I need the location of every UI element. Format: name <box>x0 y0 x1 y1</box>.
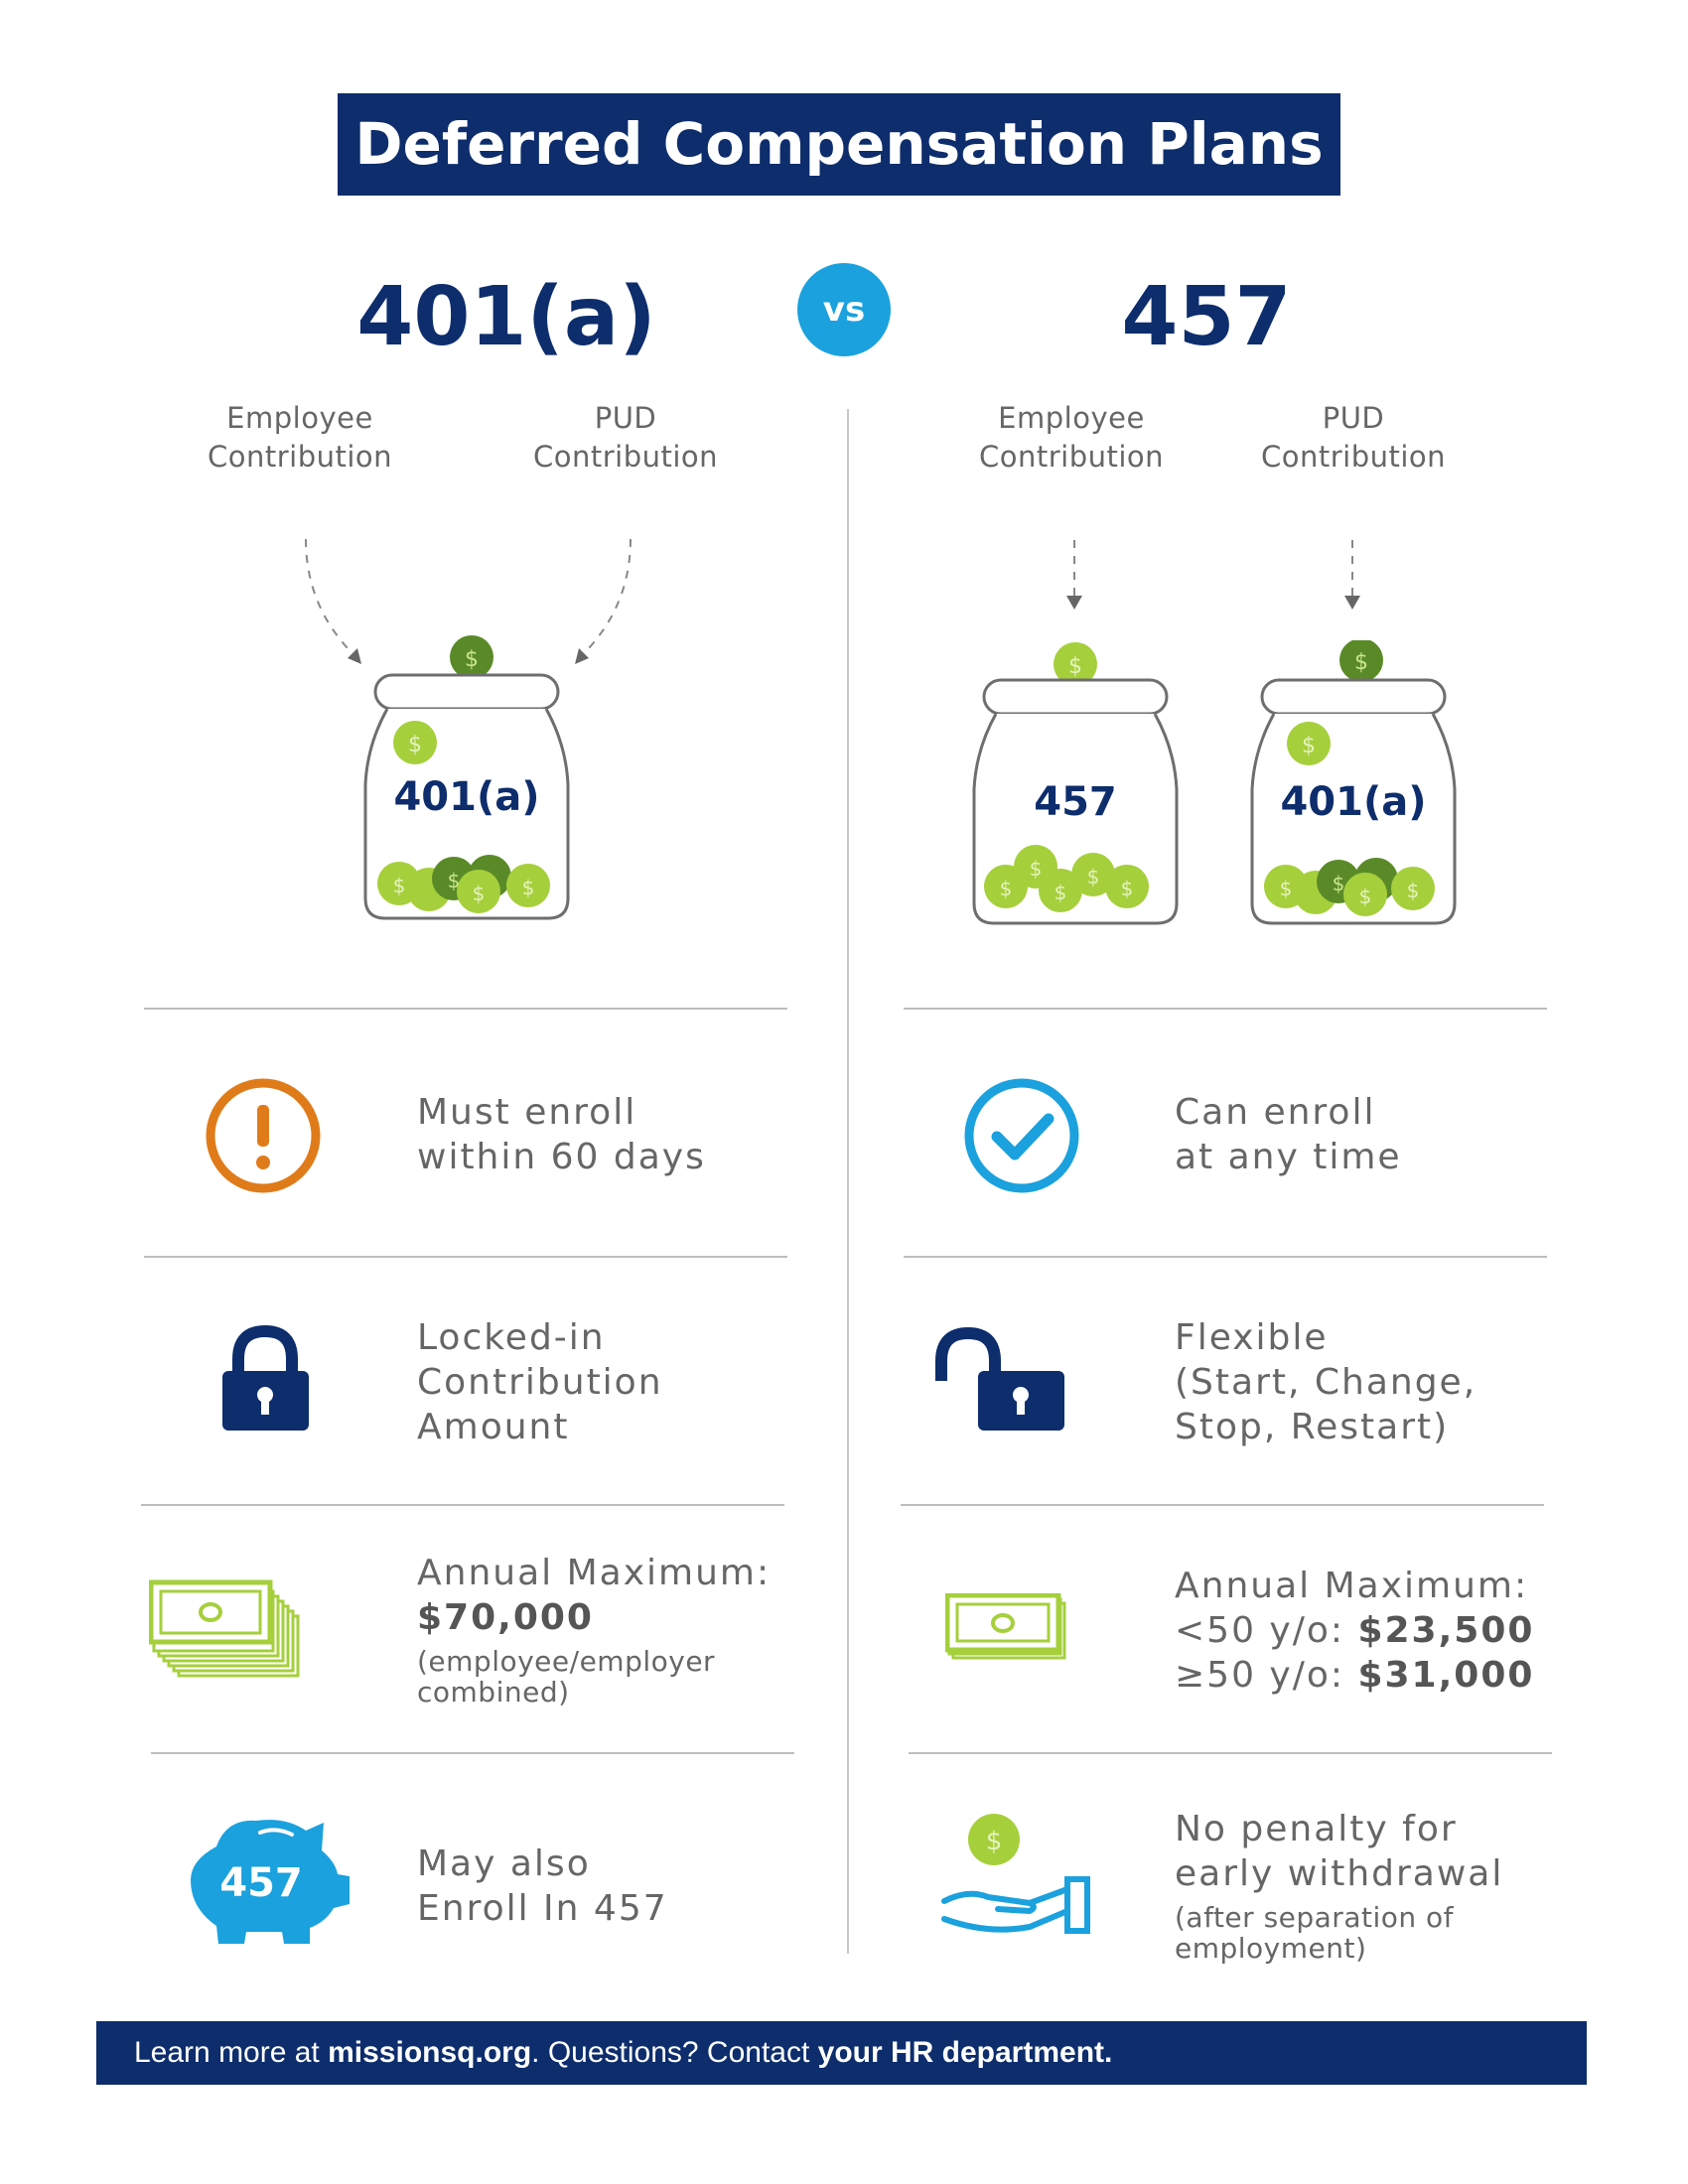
svg-text:$: $ <box>1029 857 1043 881</box>
cash-icon <box>945 1593 1069 1663</box>
center-divider <box>847 409 849 1954</box>
feature-also-enroll-457: May also Enroll In 457 <box>417 1843 668 1929</box>
alert-circle-icon <box>205 1077 322 1194</box>
svg-text:$: $ <box>1302 734 1316 758</box>
svg-text:$: $ <box>1358 885 1372 908</box>
vs-badge: vs <box>797 263 891 356</box>
lock-closed-icon <box>218 1325 313 1434</box>
right-employee-contribution-label: Employee Contribution <box>978 401 1165 474</box>
svg-text:$: $ <box>408 733 422 757</box>
svg-text:$: $ <box>1054 881 1067 904</box>
feature-no-penalty: No penalty for early withdrawal (after separation of employment) <box>1175 1809 1504 1965</box>
feature-enroll-deadline: Must enroll within 60 days <box>417 1092 706 1177</box>
hand-coin-icon <box>938 1812 1097 1941</box>
piggy-bank-icon <box>187 1817 355 1946</box>
footer-site-link[interactable]: missionsq.org <box>328 2036 532 2069</box>
right-divider-3 <box>901 1504 1544 1506</box>
jar-label-457: 457 <box>1034 779 1117 825</box>
left-divider-4 <box>151 1752 794 1754</box>
feature-annual-max-401a: Annual Maximum: $70,000 (employee/employer combined) <box>417 1553 772 1708</box>
jar-label-401a: 401(a) <box>393 774 540 820</box>
jar-401a <box>357 635 576 928</box>
feature-annual-max-457: Annual Maximum: <50 y/o: $23,500 ≥50 y/o: $31,000 <box>1175 1566 1535 1696</box>
svg-text:$: $ <box>985 1827 1003 1856</box>
page-title: Deferred Compensation Plans <box>338 93 1340 196</box>
svg-text:$: $ <box>1086 865 1100 888</box>
svg-text:$: $ <box>1120 877 1134 900</box>
svg-text:$: $ <box>447 869 461 892</box>
jar-457 <box>966 640 1185 933</box>
feature-locked-in: Locked-in Contribution Amount <box>417 1317 663 1447</box>
piggy-bank-badge: 457 <box>219 1860 303 1906</box>
svg-text:$: $ <box>1406 879 1420 902</box>
footer-banner <box>96 2021 1587 2085</box>
feature-enroll-anytime: Can enroll at any time <box>1175 1092 1402 1177</box>
check-circle-icon <box>963 1077 1080 1194</box>
right-divider-1 <box>904 1008 1547 1010</box>
right-divider-2 <box>904 1256 1547 1258</box>
svg-text:$: $ <box>999 877 1013 900</box>
right-pud-contribution-label: PUD Contribution <box>1260 401 1447 474</box>
right-divider-4 <box>909 1752 1552 1754</box>
jar-label-401a-right: 401(a) <box>1280 779 1427 825</box>
feature-flexible: Flexible (Start, Change, Stop, Restart) <box>1175 1317 1477 1447</box>
plan-name-457: 457 <box>1121 270 1292 364</box>
left-divider-3 <box>141 1504 784 1506</box>
footer-middle: . Questions? Contact <box>531 2036 818 2069</box>
footer-prefix: Learn more at <box>134 2036 329 2069</box>
left-divider-2 <box>144 1256 787 1258</box>
cash-stack-icon <box>149 1578 303 1688</box>
jar-401a-right <box>1244 640 1463 933</box>
left-employee-contribution-label: Employee Contribution <box>207 401 393 474</box>
plan-name-401a: 401(a) <box>356 270 656 364</box>
footer-contact: your HR department. <box>817 2036 1113 2069</box>
svg-text:$: $ <box>1354 650 1368 675</box>
left-pud-contribution-label: PUD Contribution <box>532 401 719 474</box>
svg-text:$: $ <box>465 647 479 672</box>
left-divider-1 <box>144 1008 787 1010</box>
svg-text:$: $ <box>1332 872 1345 895</box>
svg-text:$: $ <box>392 874 406 897</box>
right-contribution-arrows <box>1062 536 1380 615</box>
svg-text:$: $ <box>521 876 535 899</box>
svg-text:$: $ <box>1279 877 1293 900</box>
svg-text:$: $ <box>472 882 486 905</box>
lock-open-icon <box>933 1325 1072 1434</box>
svg-text:$: $ <box>1068 654 1082 679</box>
